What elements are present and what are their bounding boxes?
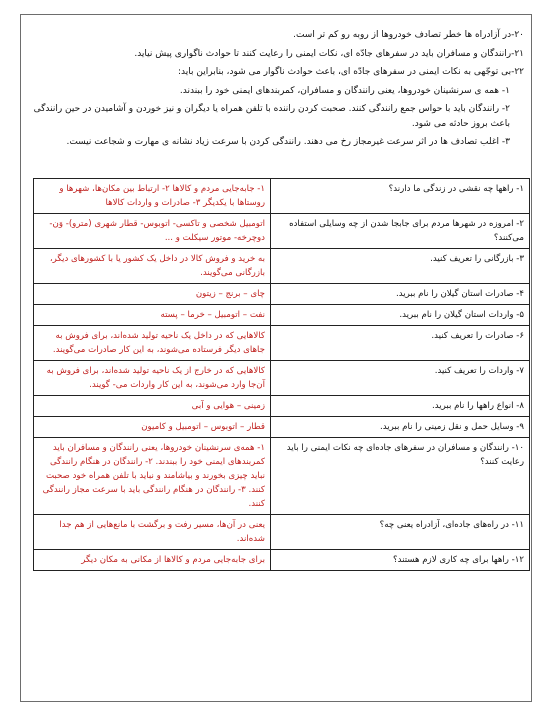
question-cell: ۲- امروزه در شهرها مردم برای جابجا شدن از چه وسایلی استفاده می‌کنند؟ [271, 214, 530, 249]
answer-cell: کالاهایی که در خارج از یک ناحیه تولید شده‌اند، برای فروش به آن‌جا وارد می‌شوند، به این کار واردات می- گویند. [34, 361, 271, 396]
table-row [34, 326, 530, 361]
intro-line: ۲۲-بی توجّهی به نکات ایمنی در سفرهای جادّه ای، باعث حوادث ناگوار می شود، بنابراین باید: [178, 67, 524, 77]
answer-cell: یعنی در آن‌ها، مسیر رفت و برگشت با مانع‌هایی از هم جدا شده‌اند. [34, 515, 271, 550]
answer-cell: زمینی – هوایی و آبی [34, 396, 271, 417]
question-cell: ۵- واردات استان گیلان را نام ببرید. [271, 305, 530, 326]
answer-cell: برای جابه‌جایی مردم و کالاها از مکانی به مکان دیگر [34, 550, 271, 571]
question-cell: ۸- انواع راهها را نام ببرید. [271, 396, 530, 417]
question-cell: ۱۱- در راه‌های جاده‌ای، آزادراه یعنی چه؟ [271, 515, 530, 550]
question-cell: ۹- وسایل حمل و نقل زمینی را نام ببرید. [271, 417, 530, 438]
table-row [34, 438, 530, 515]
question-cell: ۱- راهها چه نقشی در زندگی ما دارند؟ [271, 179, 530, 214]
question-cell: ۱۲- راهها برای چه کاری لازم هستند؟ [271, 550, 530, 571]
answer-cell: نفت – اتومبیل – خرما – پسته [34, 305, 271, 326]
intro-line: ۲۱-رانندگان و مسافران باید در سفرهای جادّه ای، نکات ایمنی را رعایت کنند تا حوادث ناگواری پیش نیاید. [134, 48, 524, 59]
question-cell: ۴- صادرات استان گیلان را نام ببرید. [271, 284, 530, 305]
question-cell: ۶- صادرات را تعریف کنید. [271, 326, 530, 361]
table-row [34, 361, 530, 396]
answer-cell: به خرید و فروش کالا در داخل یک کشور یا با کشورهای دیگر، بازرگانی می‌گویند. [34, 249, 271, 284]
table-row [34, 284, 530, 305]
intro-line: ۲- رانندگان باید با حواس جمع رانندگی کنند. صحبت کردن راننده با تلفن همراه یا دیگران و نیز خوردن و آشامیدن در حین رانندگی باعث بروز حادثه می شود. [33, 104, 510, 129]
question-cell: ۱۰- رانندگان و مسافران در سفرهای جاده‌ای چه نکات ایمنی را باید رعایت کنند؟ [271, 438, 530, 515]
intro-line: ۳- اغلب تصادف ها در اثر سرعت غیرمجاز رخ می دهند. رانندگی کردن با سرعت زیاد نشانه ی مهارت و شجاعت نیست. [66, 137, 510, 147]
question-answer-table [33, 178, 530, 571]
table-row [34, 515, 530, 550]
question-cell: ۷- واردات را تعریف کنید. [271, 361, 530, 396]
answer-cell: ۱- همه‌ی سرنشینان خودروها، یعنی رانندگان و مسافران باید کمربندهای ایمنی خود را ببندند. ۲- رانندگان در هنگام رانندگی نباید چیزی بخورند و بیاشامند و نباید با تلفن همراه خود صحبت کنند. ۳- رانندگان در هنگام رانندگی باید با سرعت مجاز رانندگی کنند. [34, 438, 271, 515]
answer-cell: کالاهایی که در داخل یک ناحیه تولید شده‌اند، برای فروش به جاهای دیگر فرستاده می‌شوند، به این کار صادرات می‌گویند. [34, 326, 271, 361]
table-row [34, 249, 530, 284]
answer-cell: چای – برنج – زیتون [34, 284, 271, 305]
table-row [34, 305, 530, 326]
intro-line: ۲۰-در آزادراه ها خطر تصادف خودروها از روبه رو کم تر است. [293, 30, 524, 40]
table-row [34, 396, 530, 417]
answer-cell: قطار – اتوبوس – اتومبیل و کامیون [34, 417, 271, 438]
answer-cell: ۱- جابه‌جایی مردم و کالاها ۲- ارتباط بین مکان‌ها، شهرها و روستاها با یکدیگر ۳- صادرات و واردات کالاها [34, 179, 271, 214]
intro-line: ۱- همه ی سرنشینان خودروها، یعنی رانندگان و مسافران، کمربندهای ایمنی خود را ببندند. [179, 85, 510, 96]
table-row [34, 417, 530, 438]
table-row [34, 214, 530, 249]
answer-cell: اتومبیل شخصی و تاکسی- اتوبوس- قطار شهری (مترو)- وَن- دوچرخه- موتور سیکلت و ... [34, 214, 271, 249]
question-cell: ۳- بازرگانی را تعریف کنید. [271, 249, 530, 284]
intro-notes [28, 28, 524, 154]
table-row [34, 550, 530, 571]
table-row [34, 179, 530, 214]
